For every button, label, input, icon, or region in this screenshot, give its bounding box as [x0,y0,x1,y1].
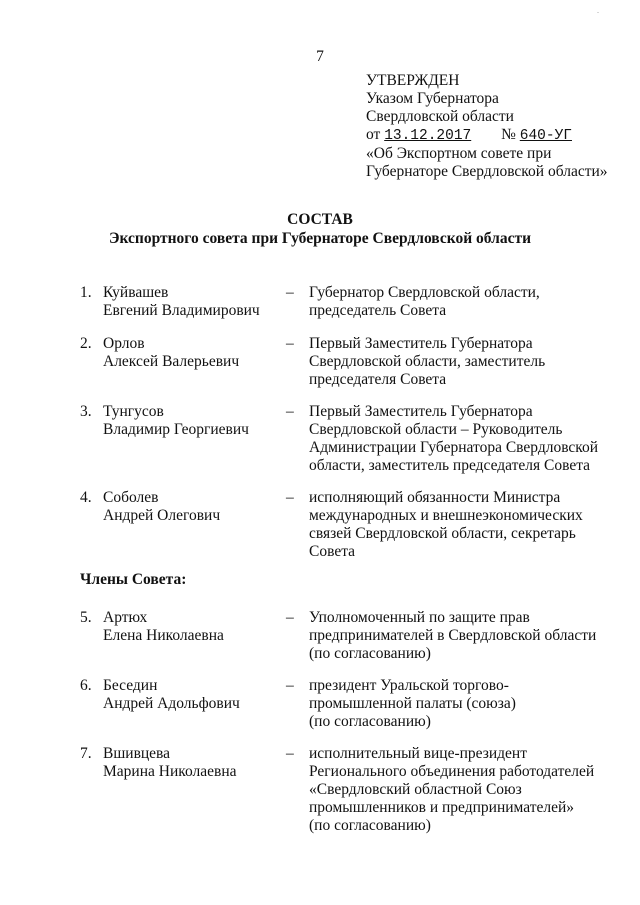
position-line: Свердловской области, заместитель [309,353,546,370]
approval-line-approved: УТВЕРЖДЕН [366,72,460,89]
member-name [103,609,283,645]
position-line: (по согласованию) [309,645,431,662]
approval-line-decree: Указом Губернатора [366,90,499,107]
member-number: 7. [80,745,92,762]
member-number: 4. [80,489,92,506]
position-line: международных и внешнеэкономических [309,507,583,524]
member-dash: – [286,609,294,626]
position-line: Регионального объединения работодателей [309,763,595,780]
position-line: Совета [309,543,356,560]
position-line: области, заместитель председателя Совета [309,457,591,474]
position-line: (по согласованию) [309,713,431,730]
approval-line-date-number [366,126,636,145]
document-title: СОСТАВ [287,211,353,228]
member-dash: – [286,284,294,301]
decree-date: 13.12.2017 [384,128,472,144]
member-position [309,403,619,475]
member-dash: – [286,335,294,352]
section-council-members-title: Члены Совета: [80,571,187,588]
document-subtitle: Экспортного совета при Губернаторе Свердловской области [108,230,532,247]
position-line: исполняющий обязанности Министра [309,489,561,506]
member-dash: – [286,403,294,420]
member-name [103,335,283,371]
position-line: промышленников и предпринимателей» [309,799,575,816]
member-number: 5. [80,609,92,626]
corner-mark: . [597,6,599,15]
member-given-name: Андрей Адольфович [103,695,240,712]
position-line: предпринимателей в Свердловской области [309,627,597,644]
approval-line-region: Свердловской области [366,108,514,125]
member-number: 3. [80,403,92,420]
member-name [103,745,283,781]
number-sign: № [501,126,516,143]
approval-line-decree-title-2: Губернаторе Свердловской области» [366,163,608,180]
position-line: (по согласованию) [309,817,431,834]
position-line: связей Свердловской области, секретарь [309,525,576,542]
member-given-name: Алексей Валерьевич [103,353,240,370]
member-surname: Беседин [103,677,158,694]
approval-stamp [366,72,636,181]
member-dash: – [286,745,294,762]
member-surname: Вшивцева [103,745,171,762]
member-given-name: Елена Николаевна [103,627,224,644]
member-position [309,677,619,731]
position-line: Губернатор Свердловской области, [309,284,540,301]
decree-number: 640-УГ [519,128,572,144]
position-line: президент Уральской торгово- [309,677,509,694]
member-surname: Артюх [103,609,148,626]
position-line: Свердловской области – Руководитель [309,421,563,438]
position-line: Администрации Губернатора Свердловской [309,439,599,456]
approval-line-decree-title-1: «Об Экспортном совете при [366,145,552,162]
member-name [103,284,283,320]
member-number: 6. [80,677,92,694]
position-line: Первый Заместитель Губернатора [309,335,533,352]
member-given-name: Владимир Георгиевич [103,421,249,438]
position-line: председателя Совета [309,371,447,388]
member-dash: – [286,489,294,506]
member-given-name: Марина Николаевна [103,763,237,780]
date-prefix: от [366,126,381,143]
position-line: исполнительный вице-президент [309,745,527,762]
member-name [103,677,283,713]
page-number: 7 [316,48,324,65]
member-number: 2. [80,335,92,352]
member-position [309,609,619,663]
member-surname: Соболев [103,489,159,506]
position-line: Уполномоченный по защите прав [309,609,530,626]
position-line: промышленной палаты (союза) [309,695,516,712]
position-line: председатель Совета [309,302,447,319]
member-dash: – [286,677,294,694]
member-surname: Куйвашев [103,284,169,301]
member-position [309,745,619,835]
member-position [309,335,619,389]
member-given-name: Андрей Олегович [103,507,221,524]
member-surname: Орлов [103,335,145,352]
position-line: «Свердловский областной Союз [309,781,522,798]
member-given-name: Евгений Владимирович [103,302,260,319]
member-name [103,489,283,525]
position-line: Первый Заместитель Губернатора [309,403,533,420]
member-surname: Тунгусов [103,403,164,420]
member-number: 1. [80,284,92,301]
member-position [309,489,619,561]
member-name [103,403,283,439]
member-position [309,284,619,320]
